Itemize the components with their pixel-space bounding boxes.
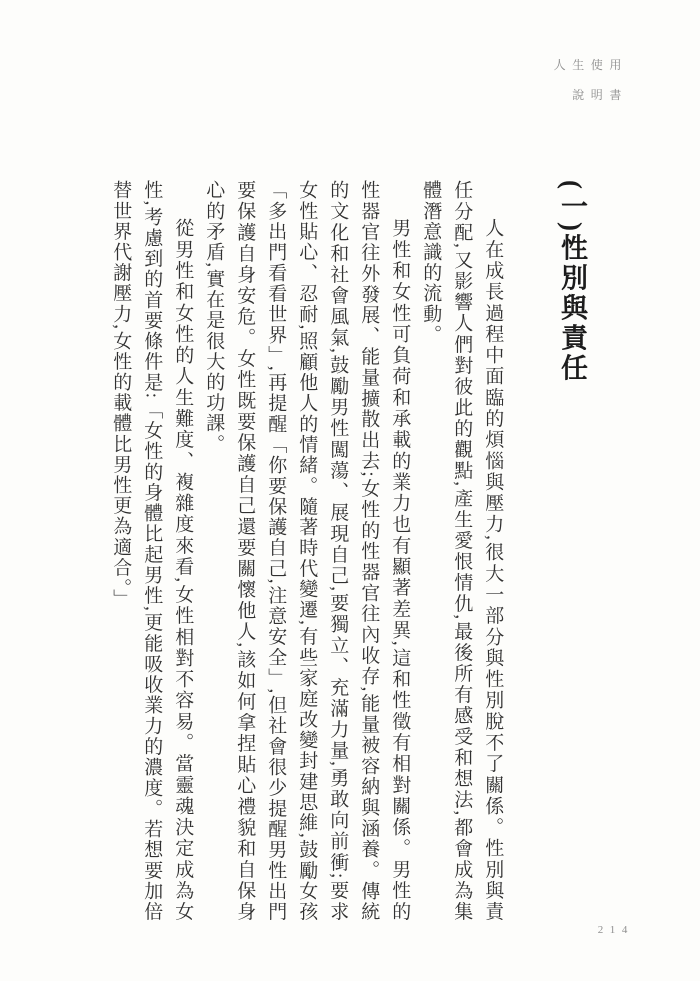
vertical-text-block <box>108 180 588 922</box>
paragraph: 從男性和女性的人生難度、複雜度來看,女性相對不容易。當靈魂決定成為女性,考慮到的首要條件是:「女性的身體比起男性,更能吸收業力的濃度。若想要加倍替世界代謝壓力,女性的載體比男性更為適合。」 <box>110 180 194 922</box>
running-head-book-title-line2: 說明書 <box>572 88 628 102</box>
body-text <box>105 180 508 922</box>
paragraph: 男性和女性可負荷和承載的業力也有顯著差異,這和性徵有相對關係。男性的性器官往外發展、能量擴散出去;女性的性器官往內收存,能量被容納與涵養。傳統的文化和社會風氣,鼓勵男性闖蕩、展現自己,要獨立、充滿力量,勇敢向前衝;要求女性貼心、忍耐,照顧他人的情緒。隨著時代變遷,有些家庭改變封建思維,鼓勵女孩「多出門看看世界」,再提醒「你要保護自己,注意安全」,但社會很少提醒男性出門要保護自身安危。女性既要保護自己還要關懷他人,該如何拿捏貼心禮貌和自保身心的矛盾,實在是很大的功課。 <box>203 180 411 922</box>
running-head-book-title-line1: 人生使用 <box>553 58 628 72</box>
paragraph: 人在成長過程中面臨的煩惱與壓力,很大一部分與性別脫不了關係。性別與責任分配,又影響人們對彼此的觀點,產生愛恨情仇,最後所有感受和想法,都會成為集體潛意識的流動。 <box>420 180 504 922</box>
page-number: 214 <box>597 924 634 936</box>
chapter-title: (一)性別與責任 <box>557 180 587 384</box>
running-head <box>554 50 628 110</box>
